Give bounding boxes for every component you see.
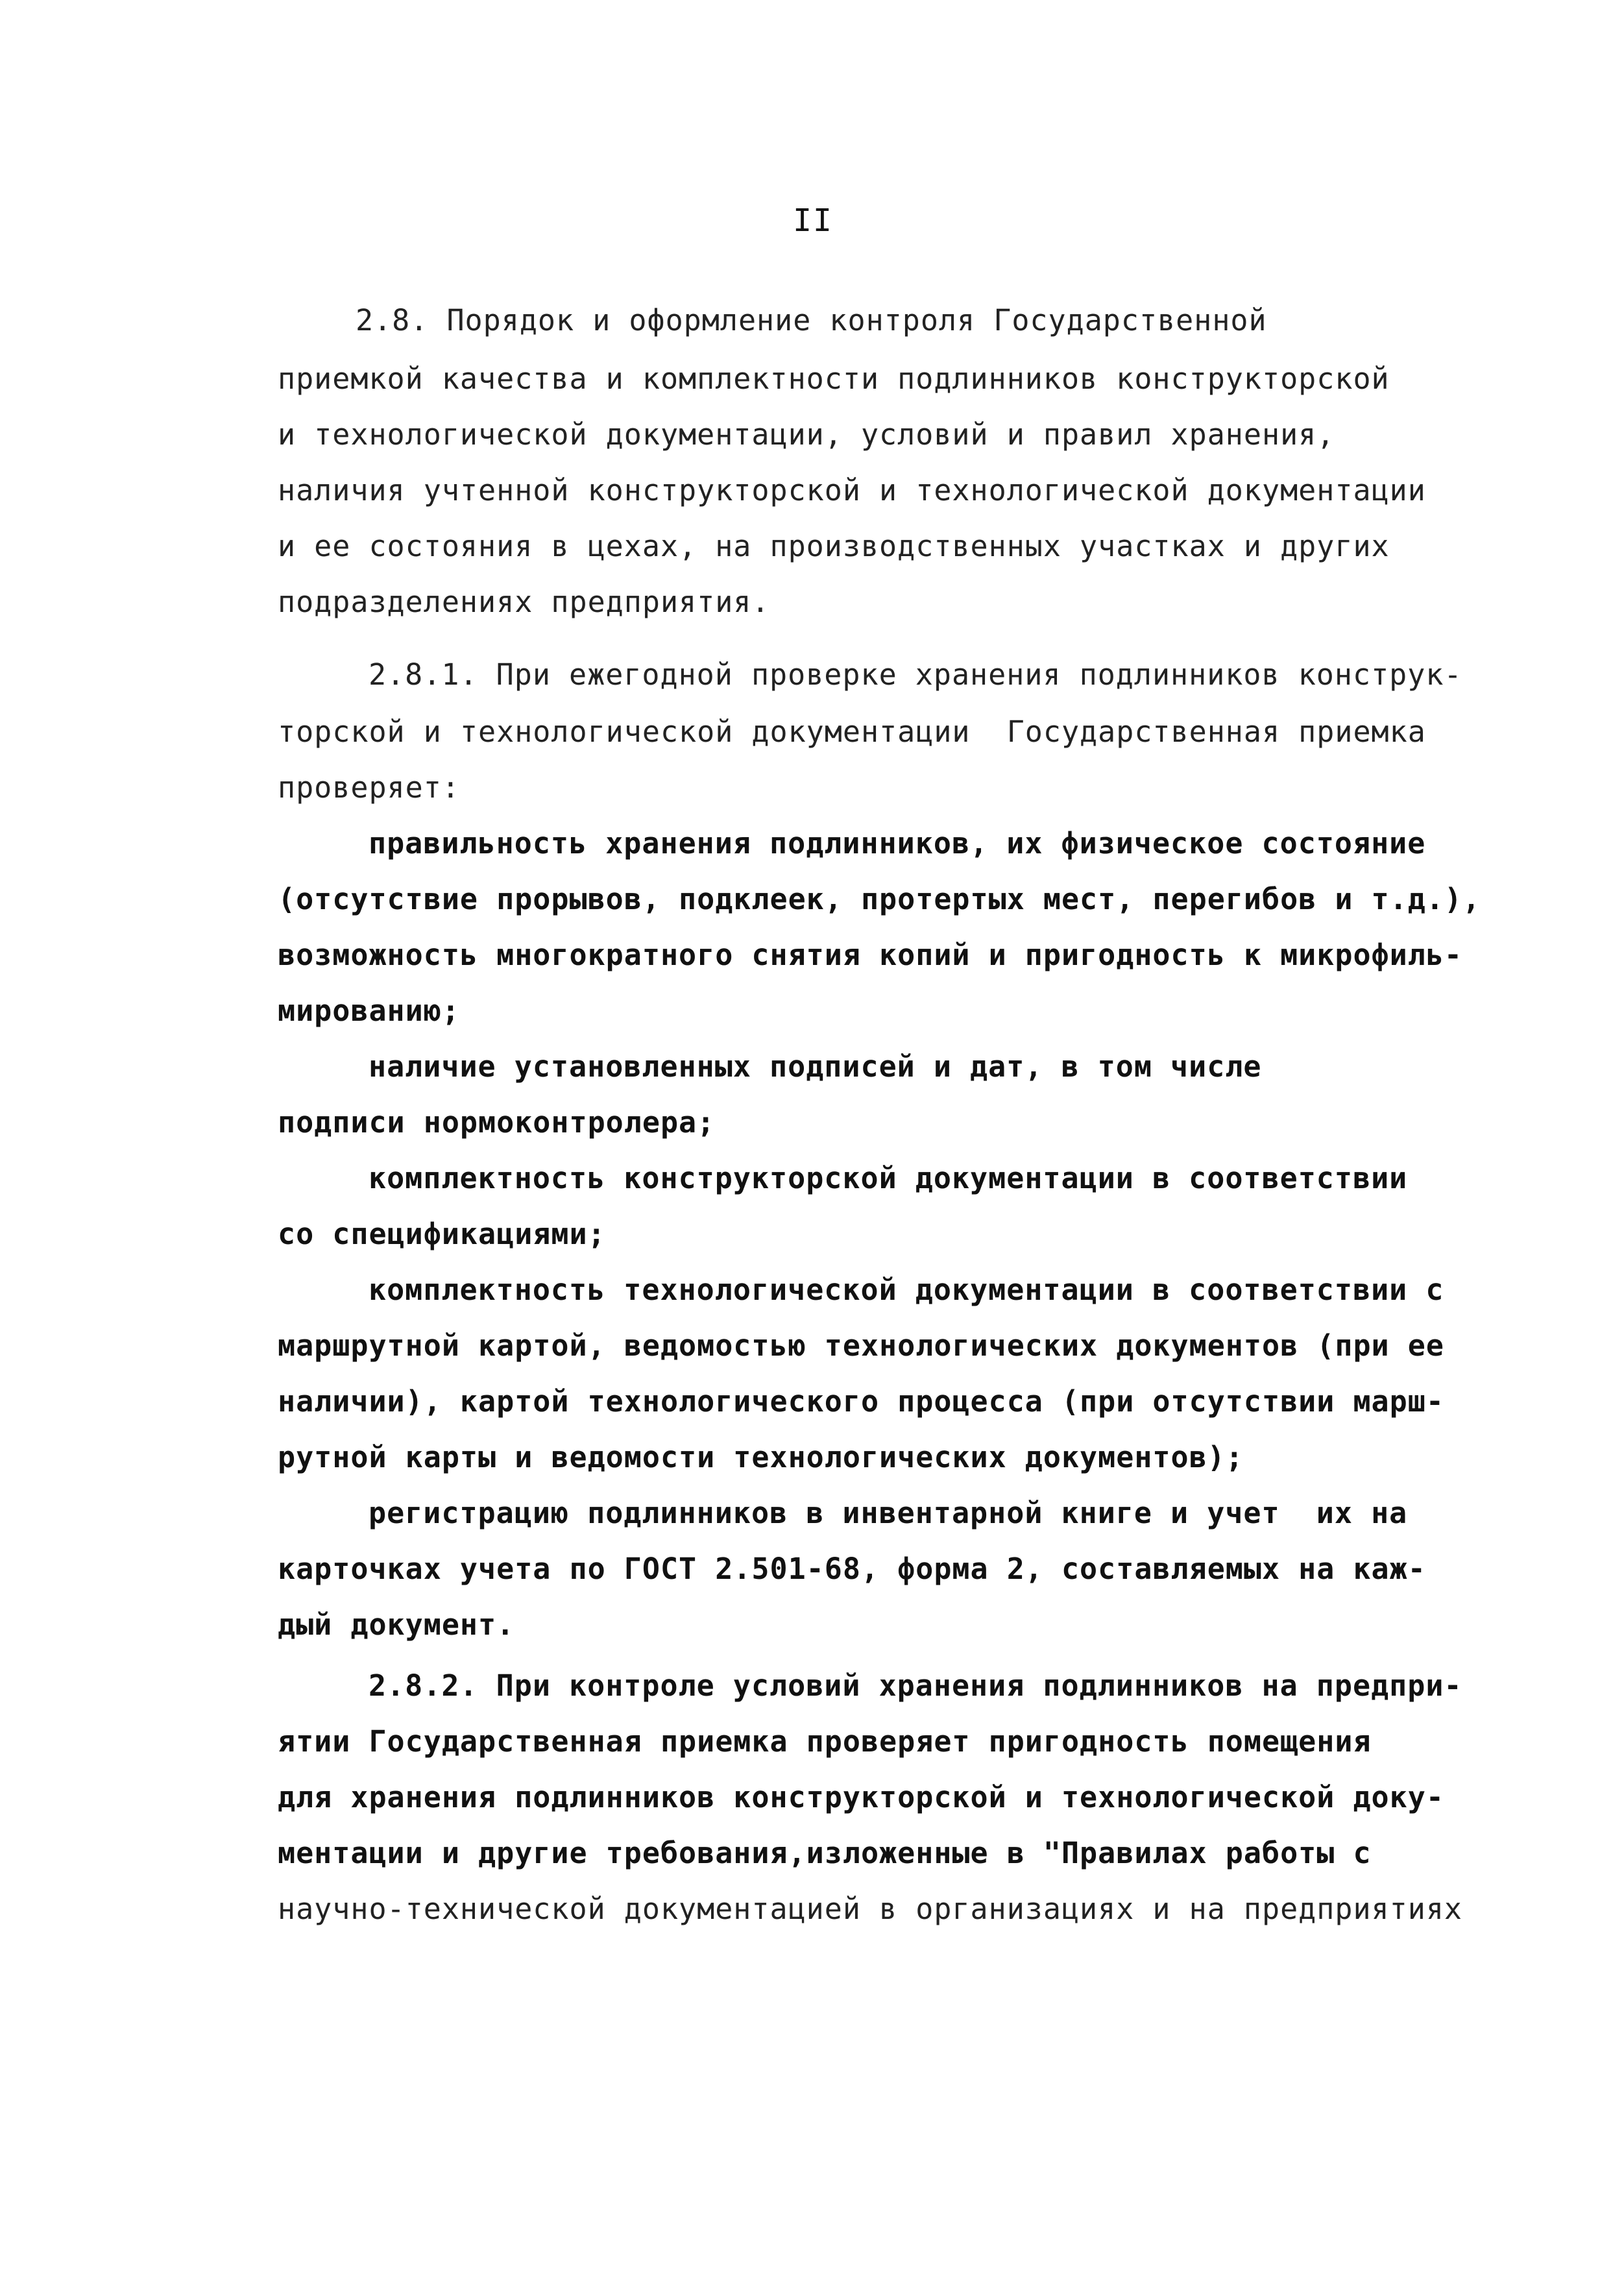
section-2-8-2-line-2: ятии Государственная приемка проверяет пригодность помещения (278, 1724, 1372, 1759)
section-2-8-2-line-1: 2.8.2. При контроле условий хранения подлинников на предпри- (369, 1668, 1462, 1703)
check-line-1: правильность хранения подлинников, их физическое состояние (369, 826, 1426, 860)
check-line-15: дый документ. (278, 1607, 515, 1642)
check-line-11: наличии), картой технологического процесса (при отсутствии марш- (278, 1384, 1444, 1419)
section-2-8-line-1: 2.8. Порядок и оформление контроля Государственной (356, 303, 1267, 337)
check-line-5: наличие установленных подписей и дат, в том числе (369, 1049, 1262, 1084)
section-2-8-2-line-5: научно-технической документацией в организациях и на предприятиях (278, 1892, 1462, 1926)
section-2-8-2-line-4: ментации и другие требования,изложенные в "Правилах работы с (278, 1836, 1372, 1870)
section-2-8-1-line-3: проверяет: (278, 770, 460, 805)
check-line-8: со спецификациями; (278, 1217, 606, 1251)
section-2-8-line-2: приемкой качества и комплектности подлинников конструкторской (278, 361, 1390, 396)
check-line-10: маршрутной картой, ведомостью технологических документов (при ее (278, 1328, 1444, 1363)
check-line-13: регистрацию подлинников в инвентарной книге и учет их на (369, 1496, 1408, 1530)
section-2-8-line-6: подразделениях предприятия. (278, 585, 770, 619)
section-2-8-1-line-2: торской и технологической документации Государственная приемка (278, 714, 1426, 749)
page-number: II (793, 202, 833, 239)
check-line-9: комплектность технологической документации в соответствии с (369, 1273, 1444, 1307)
section-2-8-line-3: и технологической документации, условий и правил хранения, (278, 417, 1335, 452)
check-line-12: рутной карты и ведомости технологических документов); (278, 1440, 1244, 1474)
check-line-6: подписи нормоконтролера; (278, 1105, 716, 1140)
check-line-7: комплектность конструкторской документации в соответствии (369, 1161, 1408, 1195)
check-line-3: возможность многократного снятия копий и пригодность к микрофиль- (278, 938, 1462, 972)
check-line-2: (отсутствие прорывов, подклеек, протертых мест, перегибов и т.д.), (278, 882, 1481, 916)
section-2-8-line-5: и ее состояния в цехах, на производственных участках и других (278, 529, 1390, 563)
check-line-4: мированию; (278, 994, 460, 1028)
section-2-8-2-line-3: для хранения подлинников конструкторской и технологической доку- (278, 1780, 1444, 1814)
section-2-8-1-line-1: 2.8.1. При ежегодной проверке хранения подлинников конструк- (369, 657, 1462, 692)
check-line-14: карточках учета по ГОСТ 2.501-68, форма 2, составляемых на каж- (278, 1552, 1426, 1586)
section-2-8-line-4: наличия учтенной конструкторской и технологической документации (278, 473, 1426, 507)
